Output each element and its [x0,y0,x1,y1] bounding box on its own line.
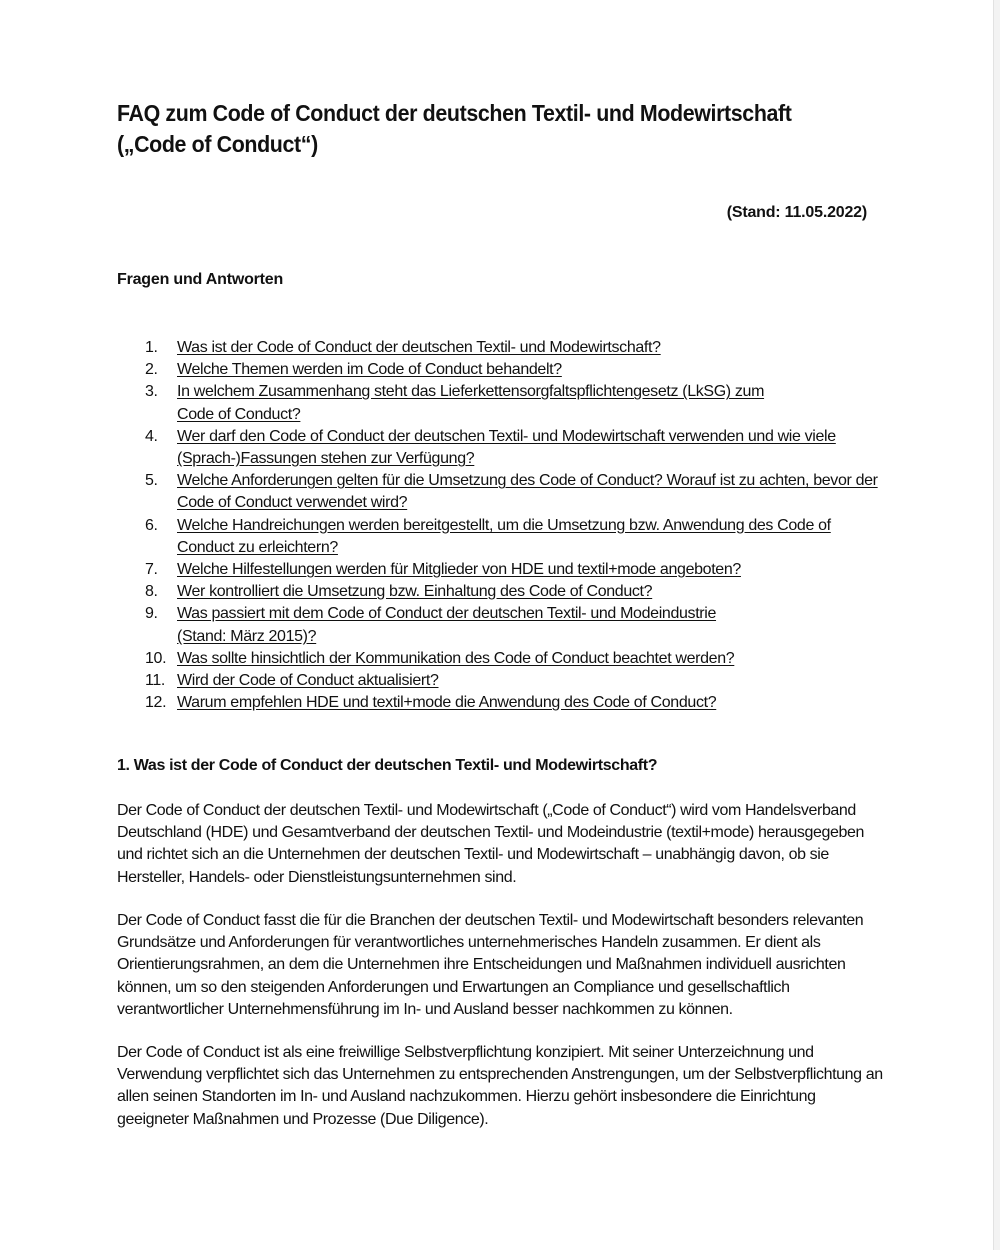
toc-item [145,603,885,647]
page-edge-shadow [993,0,1000,1250]
section-heading: Fragen und Antworten [117,271,284,288]
toc-link-3[interactable] [177,383,764,422]
toc-item [145,426,885,470]
table-of-contents [145,337,885,714]
toc-link-10[interactable]: Was sollte hinsichtlich der Kommunikation des Code of Conduct beachtet werden? [177,649,735,667]
toc-link-11[interactable]: Wird der Code of Conduct aktualisiert? [177,672,439,690]
toc-item [145,692,885,714]
toc-link-3-line2: Code of Conduct? [177,405,301,423]
toc-link-2[interactable]: Welche Themen werden im Code of Conduct behandelt? [177,361,562,379]
document-title [117,98,824,160]
toc-item [145,470,885,514]
toc-item [145,581,885,603]
question-1-heading: 1. Was ist der Code of Conduct der deutschen Textil- und Modewirtschaft? [117,757,658,774]
toc-number: 9. [145,605,158,623]
title-line-1: FAQ zum Code of Conduct der deutschen Textil- und Modewirtschaft [117,100,792,126]
question-1-paragraph-3: Der Code of Conduct ist als eine freiwillige Selbstverpflichtung konzipiert. Mit seiner Unterzeichnung und Verwendung verpflichtet sich das Unternehmen zu entsprechenden Anstrengungen, um der Selbstverpflichtung an allen seinen Standorten im In- und Ausland nachzukommen. Hierzu gehört insbesondere die Einrichtung geeigneter Maßnahmen und Prozesse (Due Diligence). [117,1044,883,1128]
question-1-paragraph-1: Der Code of Conduct der deutschen Textil- und Modewirtschaft („Code of Conduct“) wird vom Handelsverband Deutschland (HDE) und Gesamtverband der deutschen Textil- und Modeindustrie (textil+mode) herausgegeben und richtet sich an die Unternehmen der deutschen Textil- und Modewirtschaft – unabhängig davon, ob sie Hersteller, Handels- oder Dienstleistungsunternehmen sind. [117,802,864,886]
toc-item [145,515,885,559]
document-date: (Stand: 11.05.2022) [726,204,867,221]
toc-link-1[interactable]: Was ist der Code of Conduct der deutschen Textil- und Modewirtschaft? [177,339,661,356]
toc-number: 2. [145,361,158,379]
toc-number: 3. [145,383,158,401]
toc-item [145,670,885,692]
toc-number: 4. [145,427,158,445]
toc-number: 8. [145,583,158,601]
toc-number: 5. [145,472,158,490]
toc-item [145,337,885,359]
toc-link-3-line1: In welchem Zusammenhang steht das Lieferkettensorgfaltspflichtengesetz (LkSG) zum [177,383,765,401]
toc-number: 12. [145,694,167,712]
toc-number: 11. [145,672,166,690]
question-1-paragraph-2: Der Code of Conduct fasst die für die Branchen der deutschen Textil- und Modewirtschaft besonders relevanten Grundsätze und Anforderungen für verantwortliches unternehmerisches Handeln zusammen. Er dient als Orientierungsrahmen, an dem die Unternehmen ihre Entscheidungen und Maßnahmen individuell ausrichten können, um so den steigenden Anforderungen und Erwartungen an Compliance und gesellschaftlich verantwortlicher Unternehmensführung im In- und Ausland besser nachkommen zu können. [117,912,864,1018]
toc-item [145,559,885,581]
toc-link-6[interactable]: Welche Handreichungen werden bereitgestellt, um die Umsetzung bzw. Anwendung des Code of Conduct zu erleichtern? [177,516,831,556]
toc-link-12[interactable]: Warum empfehlen HDE und textil+mode die Anwendung des Code of Conduct? [177,694,717,712]
toc-number: 1. [145,339,158,356]
toc-number: 6. [145,516,158,534]
toc-link-9[interactable] [177,605,716,644]
toc-link-9-line2: (Stand: März 2015)? [177,627,317,645]
toc-item [145,381,885,425]
toc-link-7[interactable]: Welche Hilfestellungen werden für Mitglieder von HDE und textil+mode angeboten? [177,561,741,579]
toc-number: 10. [145,649,167,667]
toc-link-5[interactable]: Welche Anforderungen gelten für die Umsetzung des Code of Conduct? Worauf ist zu achten, bevor der Code of Conduct verwendet wird? [177,472,878,512]
title-line-2: („Code of Conduct“) [117,131,318,157]
toc-number: 7. [145,561,158,579]
toc-link-4[interactable]: Wer darf den Code of Conduct der deutschen Textil- und Modewirtschaft verwenden und wie viele (Sprach-)Fassungen stehen zur Verfügung? [177,427,836,468]
toc-item [145,648,885,670]
toc-link-8[interactable]: Wer kontrolliert die Umsetzung bzw. Einhaltung des Code of Conduct? [177,583,653,601]
toc-link-9-line1: Was passiert mit dem Code of Conduct der deutschen Textil- und Modeindustrie [177,605,717,623]
toc-item [145,359,885,381]
